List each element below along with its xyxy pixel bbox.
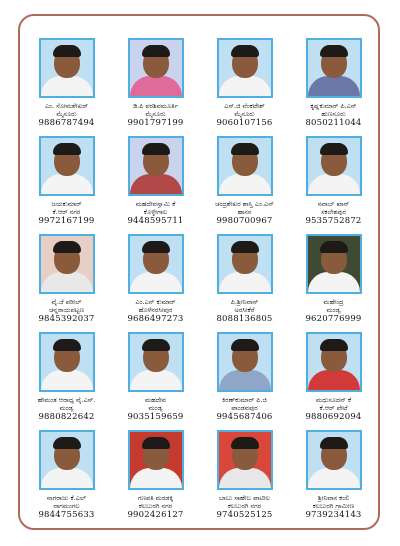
portrait-hair [320,339,348,351]
contact-card [200,234,289,332]
portrait-torso [130,174,182,196]
portrait-hair [320,241,348,253]
contact-phone: 9902426127 [127,510,184,520]
contact-place: ಮೈಸೂರು [234,110,255,118]
contact-place: ಮಂಡ್ಯ [59,404,74,412]
portrait-photo [306,38,362,98]
contact-place: ಮೈಸೂರು [145,110,166,118]
contact-card [22,234,111,332]
portrait-photo [217,332,273,392]
portrait-hair [142,437,170,449]
contact-place: ಕಲಬುರಗಿ ನಗರ [138,502,173,510]
portrait-photo [306,430,362,490]
contact-place: ಸಕಲೇಶಪುರ [320,208,346,216]
portrait-torso [219,272,271,294]
contact-name: ಮಧುಸೂದನ್ ಕೆ [315,396,352,404]
portrait-hair [320,45,348,57]
portrait-torso [41,76,93,98]
contact-phone: 9880822642 [38,412,95,422]
portrait-hair [231,339,259,351]
portrait-photo [39,332,95,392]
contact-phone: 9035159659 [127,412,184,422]
contact-phone: 9845392037 [38,314,95,324]
portrait-hair [231,437,259,449]
contact-card [111,38,200,136]
contact-card [111,430,200,528]
portrait-hair [53,143,81,155]
portrait-torso [219,76,271,98]
portrait-torso [130,76,182,98]
contact-place: ಕೊಳ್ಳೇಗಾಲ [143,208,168,216]
portrait-hair [231,45,259,57]
contact-place: ಮಂಡ್ಯ [148,404,163,412]
portrait-hair [320,437,348,449]
contact-card [289,136,378,234]
contact-name: ಪಿ.ಶ್ರೀನಿವಾಸ್ [230,298,259,306]
contact-name: ಕಿರಣ್‌ಕುಮಾರ್ ಪಿ.ಜಿ [222,396,267,404]
contact-phone: 9740525125 [216,510,273,520]
portrait-torso [219,174,271,196]
portrait-photo [128,234,184,294]
contact-card [289,38,378,136]
contact-place: ಅರಸೀಕೆರೆ [234,306,255,314]
portrait-hair [142,143,170,155]
portrait-photo [39,430,95,490]
contact-card [200,136,289,234]
portrait-photo [217,234,273,294]
contact-name: ಕೃಷ್ಣಕುಮಾರ್ ಪಿ.ಎನ್ [310,102,357,110]
contact-card [289,234,378,332]
portrait-photo [128,332,184,392]
contact-phone: 9945687406 [216,412,273,422]
contact-phone: 9886787494 [38,118,95,128]
contact-name: ಎಂ.ಎನ್ ಕುಮಾರ್ [135,298,176,306]
portrait-hair [53,45,81,57]
contact-card [22,332,111,430]
portrait-photo [306,234,362,294]
portrait-photo [128,430,184,490]
contact-phone: 9880692094 [305,412,362,422]
contact-card [22,38,111,136]
contact-place: ಕಲಬುರಗಿ ನಗರ [227,502,262,510]
contact-name: ಬಾಬು ಸಾಹೇಬ ಪಾಟೀಲ [219,494,270,502]
portrait-torso [130,272,182,294]
contact-place: ಹುಣಸೂರು [321,110,346,118]
portrait-torso [308,468,360,490]
portrait-photo [217,38,273,98]
contact-place: ಪಾಂಡವಪುರ [231,404,258,412]
contact-name: ಚಂದ್ರಶೇಖರ ಶಾಸ್ತ್ರಿ ಎಂ.ಎನ್ [215,200,274,208]
portrait-hair [231,143,259,155]
portrait-torso [130,370,182,392]
portrait-torso [308,370,360,392]
portrait-photo [128,38,184,98]
portrait-torso [41,370,93,392]
portrait-torso [308,174,360,196]
contact-card [111,136,200,234]
portrait-photo [128,136,184,196]
portrait-photo [39,136,95,196]
contact-name: ಮಹದೇವ [144,396,167,404]
portrait-photo [217,430,273,490]
contact-name: ಎಸ್.ಜಿ ವೆಂಕಟೇಶ್ [224,102,265,110]
portrait-photo [39,38,95,98]
contact-card [200,38,289,136]
contact-place: ಕೆ.ಆರ್ ನಗರ [52,208,81,216]
contact-phone: 9901797199 [127,118,184,128]
portrait-hair [142,241,170,253]
portrait-torso [219,370,271,392]
portrait-hair [53,241,81,253]
contact-name: ವೈ.ಜೆ ಪರೀಲ್ [51,298,82,306]
portrait-hair [53,339,81,351]
contact-card [111,234,200,332]
contact-card [289,332,378,430]
portrait-torso [41,272,93,294]
portrait-torso [308,76,360,98]
contact-phone: 9739234143 [305,510,362,520]
portrait-torso [219,468,271,490]
contacts-grid [22,38,378,528]
contact-phone: 9972167199 [38,216,95,226]
contact-card [200,332,289,430]
contact-place: ಮಂಡ್ಯ [326,306,341,314]
contact-card [111,332,200,430]
portrait-photo [306,332,362,392]
contact-name: ಜಯಕುಮಾರ್ [51,200,82,208]
portrait-torso [41,468,93,490]
contact-card [289,430,378,528]
contact-name: ಡಿ.ಪಿ ಪರಶಿವಮೂರ್ತಿ [133,102,178,110]
contact-name: ಎಂ. ಸೋಮಶೇಖರ್ [44,102,89,110]
contact-card [22,430,111,528]
portrait-hair [231,241,259,253]
portrait-torso [130,468,182,490]
contact-phone: 9448595711 [127,216,184,226]
contact-phone: 9844755633 [38,510,95,520]
portrait-hair [142,45,170,57]
contact-card [200,430,289,528]
contact-name: ನವಾಬ್ ಖಾನ್ [317,200,350,208]
contact-place: ಮೈಸೂರು [56,110,77,118]
contact-phone: 9620776999 [305,314,362,324]
contact-name: ಹೇಮಂತ ಆರಾಧ್ಯ ವೈ.ಎಸ್. [37,396,96,404]
contact-card [22,136,111,234]
contact-phone: 9060107156 [216,118,273,128]
portrait-hair [320,143,348,155]
contact-place: ನಾಗಮಂಗಲ [53,502,80,510]
portrait-photo [39,234,95,294]
portrait-photo [217,136,273,196]
portrait-hair [142,339,170,351]
portrait-torso [308,272,360,294]
contact-name: ಮಹದೇವಸ್ವಾಮಿ ಕೆ [135,200,176,208]
contact-place: ಹಾಸನ [237,208,252,216]
contact-place: ಹೊಳೆನರಸೀಪುರ [138,306,173,314]
portrait-photo [306,136,362,196]
contact-phone: 9535752872 [305,216,362,226]
contact-name: ಗಣಪತಿ ಮರಡಕ್ಕಿ [137,494,174,502]
contact-phone: 8050211044 [305,118,362,128]
contact-phone: 9686497273 [127,314,184,324]
portrait-torso [41,174,93,196]
contact-place: ಕೆ.ಆರ್ ಪೇಟೆ [319,404,348,412]
portrait-hair [53,437,81,449]
contact-place: ಚನ್ನರಾಯಪಟ್ಟಣ [48,306,85,314]
contact-place: ಕಲಬುರಗಿ ಗ್ರಾಮೀಣ [312,502,355,510]
contact-name: ನಾಗರಾಜು ಕೆ.ಎಲ್ [46,494,87,502]
contact-phone: 8088136805 [216,314,273,324]
contact-phone: 9980700967 [216,216,273,226]
contact-name: ಶ್ರೀನಿವಾಸ ಕಂಲಿ [317,494,350,502]
contact-name: ಮಹೇಂದ್ರ [323,298,344,306]
